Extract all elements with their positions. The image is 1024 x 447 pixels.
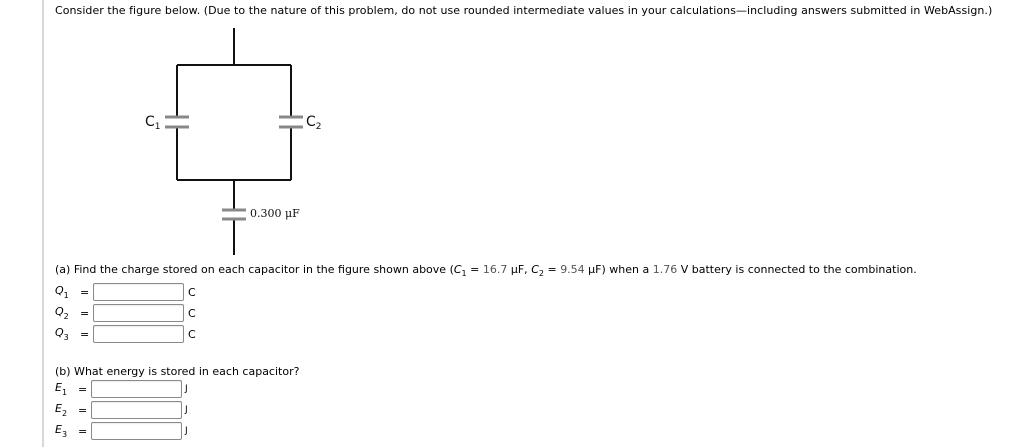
q3-row: $Q_3$ = C: [55, 326, 196, 342]
q1-input[interactable]: [93, 283, 184, 301]
e1-input[interactable]: [91, 380, 182, 398]
part-b-question: (b) What energy is stored in each capacitor?: [55, 365, 300, 378]
e1-label: $E_1$: [55, 381, 68, 397]
q1-label: $Q_1$: [55, 284, 69, 300]
e3-label: $E_3$: [55, 423, 68, 439]
q3-label: $Q_3$: [55, 326, 69, 342]
e1-unit: J: [185, 384, 188, 394]
q2-unit: C: [188, 306, 196, 320]
circuit-diagram: [0, 0, 340, 260]
part-a-question: (a) Find the charge stored on each capacitor in the figure shown above ($C_1 = 16.7$ μF, $C_2 = 9.54$ μF) when a 1.76 V battery is connected to the combination.: [55, 263, 917, 278]
q3-unit: C: [188, 327, 196, 341]
c3-value-label: 0.300 μF: [250, 207, 300, 220]
e2-label: $E_2$: [55, 402, 68, 418]
e3-row: $E_3$ = J: [55, 423, 188, 439]
q2-row: $Q_2$ = C: [55, 305, 196, 321]
e2-row: $E_2$ = J: [55, 402, 188, 418]
e1-row: $E_1$ = J: [55, 381, 188, 397]
e3-unit: J: [185, 426, 188, 436]
q3-input[interactable]: [93, 325, 184, 343]
e2-unit: J: [185, 405, 188, 415]
e2-input[interactable]: [91, 401, 182, 419]
q1-row: $Q_1$ = C: [55, 284, 196, 300]
c2-label: $C_2$: [306, 114, 322, 132]
problem-intro: Consider the figure below. (Due to the nature of this problem, do not use rounded intermediate values in your calculations—including answers submitted in WebAssign.): [55, 4, 993, 17]
c1-label: $C_1$: [145, 114, 161, 132]
q2-input[interactable]: [93, 304, 184, 322]
e3-input[interactable]: [91, 422, 182, 440]
q2-label: $Q_2$: [55, 305, 69, 321]
q1-unit: C: [188, 285, 196, 299]
